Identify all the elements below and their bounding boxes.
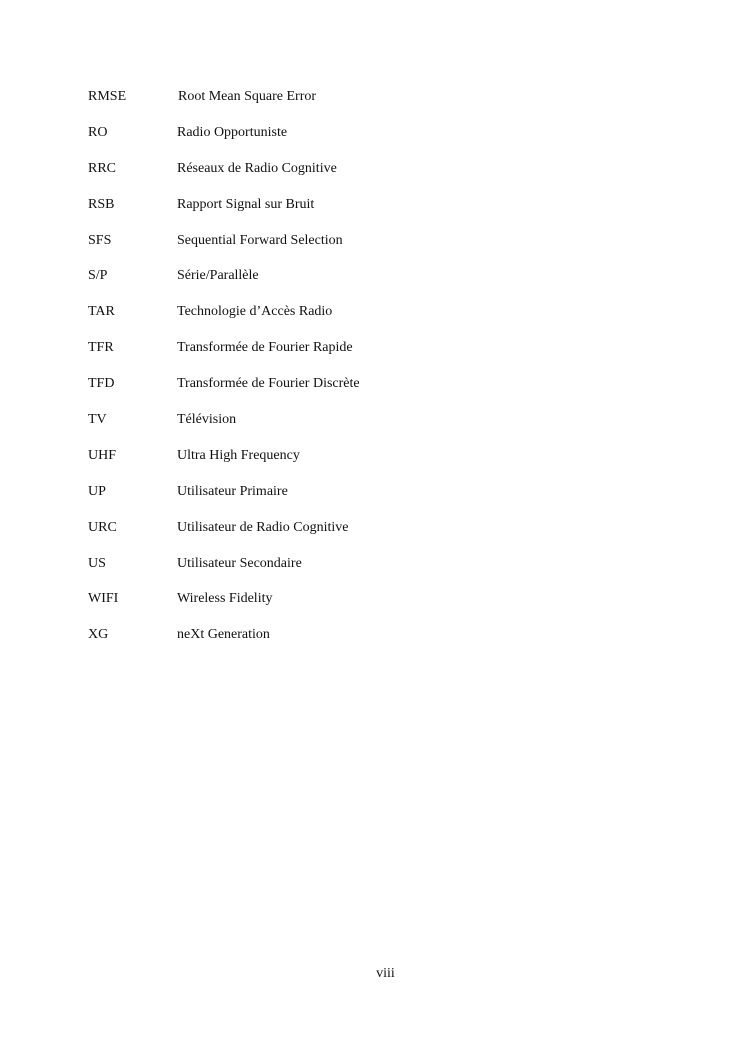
- abbreviation-row: [88, 554, 648, 590]
- abbreviation-code: RMSE: [88, 89, 127, 104]
- abbreviation-row: [88, 231, 648, 267]
- abbreviation-code: UHF: [88, 447, 117, 463]
- abbreviation-code: TFD: [88, 376, 115, 392]
- page-number: viii: [376, 966, 395, 981]
- abbreviation-definition: Technologie d’Accès Radio: [177, 304, 333, 320]
- abbreviation-code: TFR: [88, 340, 114, 356]
- abbreviation-row: [88, 410, 648, 446]
- abbreviation-row: [88, 374, 648, 410]
- abbreviation-code: S/P: [88, 268, 108, 284]
- abbreviation-code: US: [88, 555, 106, 571]
- abbreviation-definition: Ultra High Frequency: [177, 447, 300, 463]
- abbreviation-row: [88, 625, 648, 661]
- abbreviation-row: [88, 123, 648, 159]
- abbreviation-definition: Utilisateur Primaire: [177, 483, 288, 499]
- abbreviation-row: [88, 589, 648, 625]
- abbreviation-code: URC: [88, 519, 117, 535]
- abbreviation-row: [88, 446, 648, 482]
- abbreviation-code: RO: [88, 124, 108, 140]
- abbreviation-row: [88, 87, 648, 123]
- abbreviation-definition: Utilisateur de Radio Cognitive: [177, 519, 349, 535]
- abbreviation-row: [88, 302, 648, 338]
- abbreviation-definition: Transformée de Fourier Rapide: [177, 340, 353, 356]
- abbreviation-definition: Transformée de Fourier Discrète: [177, 376, 360, 392]
- abbreviation-definition: neXt Generation: [177, 627, 270, 643]
- abbreviation-row: [88, 159, 648, 195]
- abbreviation-definition: Télévision: [177, 412, 237, 428]
- abbreviation-definition: Réseaux de Radio Cognitive: [177, 160, 337, 176]
- abbreviation-list: [88, 87, 648, 661]
- abbreviation-row: [88, 266, 648, 302]
- abbreviation-code: SFS: [88, 232, 112, 248]
- abbreviation-definition: Utilisateur Secondaire: [177, 555, 302, 571]
- abbreviation-definition: Radio Opportuniste: [177, 124, 288, 140]
- abbreviation-definition: Root Mean Square Error: [178, 89, 317, 104]
- abbreviation-definition: Rapport Signal sur Bruit: [177, 196, 315, 212]
- abbreviation-definition: Sequential Forward Selection: [177, 232, 343, 248]
- abbreviation-code: XG: [88, 627, 109, 643]
- abbreviation-row: [88, 518, 648, 554]
- abbreviation-code: UP: [88, 483, 106, 499]
- abbreviation-code: RRC: [88, 160, 117, 176]
- abbreviation-row: [88, 338, 648, 374]
- abbreviation-row: [88, 195, 648, 231]
- abbreviation-code: RSB: [88, 196, 115, 212]
- abbreviation-code: WIFI: [88, 591, 119, 607]
- abbreviation-definition: Série/Parallèle: [177, 268, 259, 284]
- abbreviation-definition: Wireless Fidelity: [177, 591, 273, 607]
- abbreviation-code: TV: [88, 412, 107, 428]
- abbreviation-row: [88, 482, 648, 518]
- abbreviation-code: TAR: [88, 304, 115, 320]
